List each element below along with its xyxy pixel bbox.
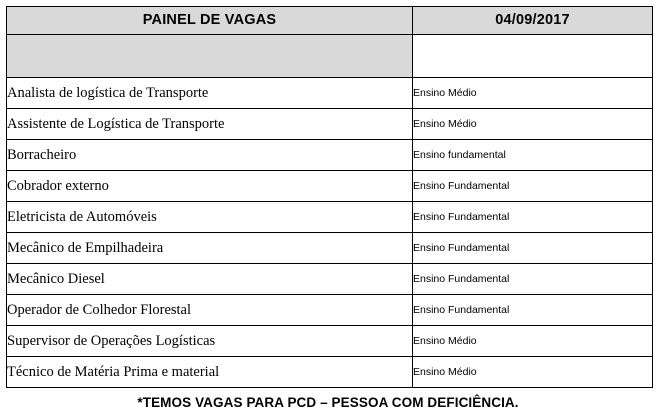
cell-escolaridade: Ensino Médio [413,78,653,109]
cell-escolaridade: Ensino Médio [413,357,653,388]
table-row [7,357,653,388]
cell-escolaridade: Ensino Fundamental [413,233,653,264]
table-row [7,140,653,171]
cell-escolaridade: Ensino Médio [413,326,653,357]
cell-escolaridade: Ensino Fundamental [413,295,653,326]
cell-escolaridade: Ensino Médio [413,109,653,140]
header-date: 04/09/2017 [413,7,653,35]
table-row [7,326,653,357]
cell-cargo: Operador de Colhedor Florestal [7,295,413,326]
vacancies-table [6,6,653,388]
table-row [7,295,653,326]
cell-cargo: Eletricista de Automóveis [7,202,413,233]
cell-cargo: Técnico de Matéria Prima e material [7,357,413,388]
table-row [7,233,653,264]
cell-escolaridade: Ensino Fundamental [413,264,653,295]
header-title: PAINEL DE VAGAS [7,7,413,35]
cell-cargo: Supervisor de Operações Logísticas [7,326,413,357]
spacer-cell-escolaridade [413,35,653,78]
table-row [7,171,653,202]
table-spacer-row [7,35,653,78]
cell-cargo: Analista de logística de Transporte [7,78,413,109]
table-row [7,109,653,140]
cell-cargo: Cobrador externo [7,171,413,202]
table-header-row [7,7,653,35]
table-row [7,202,653,233]
cell-cargo: Borracheiro [7,140,413,171]
footnote-text: *TEMOS VAGAS PARA PCD – PESSOA COM DEFICIÊNCIA. [137,395,519,410]
cell-escolaridade: Ensino Fundamental [413,202,653,233]
table-row [7,264,653,295]
cell-cargo: Assistente de Logística de Transporte [7,109,413,140]
spacer-cell-cargo [7,35,413,78]
cell-escolaridade: Ensino Fundamental [413,171,653,202]
cell-cargo: Mecânico de Empilhadeira [7,233,413,264]
cell-cargo: Mecânico Diesel [7,264,413,295]
cell-escolaridade: Ensino fundamental [413,140,653,171]
table-row [7,78,653,109]
